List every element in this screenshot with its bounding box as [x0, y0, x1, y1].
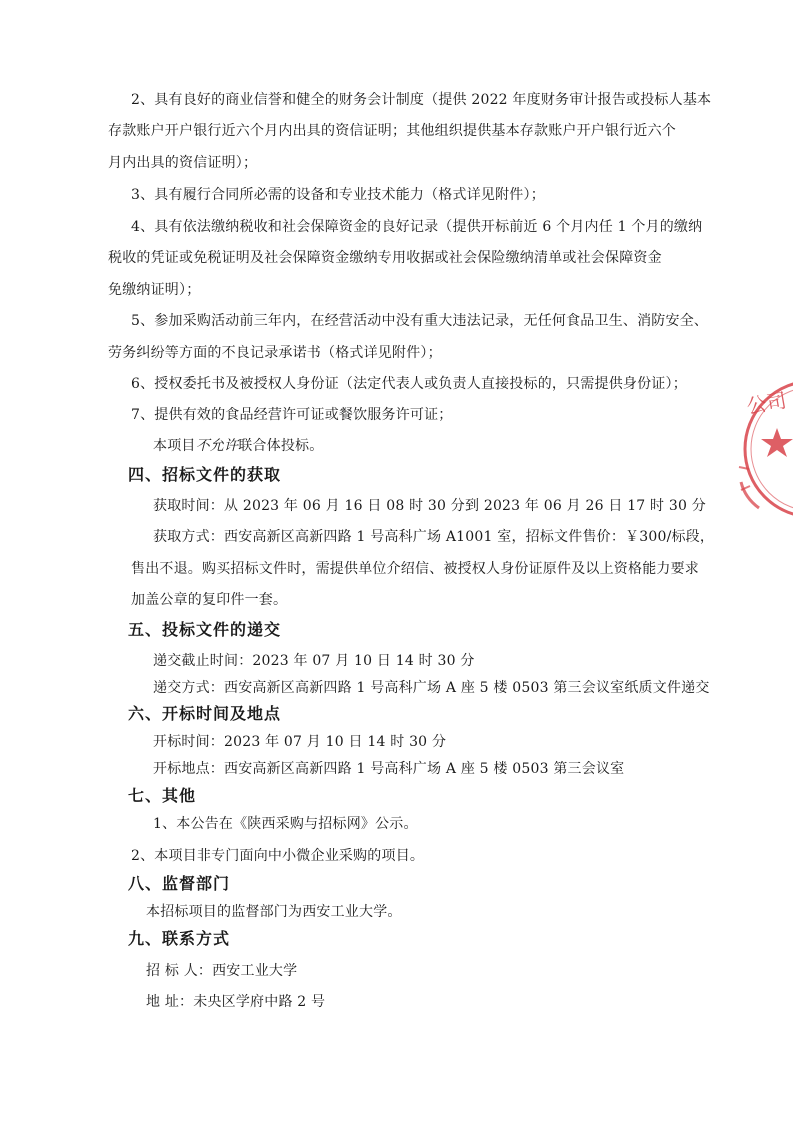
qualification-item-6: 6、授权委托书及被授权人身份证（法定代表人或负责人直接投标的，只需提供身份证）；: [131, 376, 687, 392]
qualification-item-2-line-2: 存款账户开户银行近六个月内出具的资信证明；其他组织提供基本存款账户开户银行近六个: [108, 123, 676, 139]
qualification-item-2-line-3: 月内出具的资信证明）；: [108, 155, 258, 171]
seal-star-icon: [761, 428, 793, 457]
section-5-method: 递交方式：西安高新区高新四路 1 号高科广场 A 座 5 楼 0503 第三会议室纸质文件递交: [153, 680, 710, 696]
section-6-heading: 六、开标时间及地点: [128, 704, 282, 723]
section-9-address: 地 址：未央区学府中路 2 号: [146, 994, 326, 1010]
consortium-note-prefix: 本项目: [153, 438, 196, 454]
section-6-open-time: 开标时间：2023 年 07 月 10 日 14 时 30 分: [153, 734, 447, 750]
qualification-item-5-line-2: 劳务纠纷等方面的不良记录承诺书（格式详见附件）；: [108, 345, 442, 361]
section-4-acquire-method-line-2: 售出不退。购买招标文件时，需提供单位介绍信、被授权人身份证原件及以上资格能力要求: [131, 561, 699, 577]
section-9-heading: 九、联系方式: [128, 929, 231, 948]
qualification-item-4-line-1: 4、具有依法缴纳税收和社会保障资金的良好记录（提供开标前近 6 个月内任 1 个月的缴纳: [131, 219, 703, 235]
section-6-open-place: 开标地点：西安高新区高新四路 1 号高科广场 A 座 5 楼 0503 第三会议室: [153, 761, 625, 777]
consortium-note: [153, 437, 323, 455]
section-4-acquire-method-line-1: 获取方式：西安高新区高新四路 1 号高科广场 A1001 室，招标文件售价：￥300/标段，: [153, 529, 715, 545]
section-8-heading: 八、监督部门: [128, 874, 231, 893]
section-5-heading: 五、投标文件的递交: [128, 620, 282, 639]
section-4-acquire-time: 获取时间：从 2023 年 06 月 16 日 08 时 30 分到 2023 年 06 月 26 日 17 时 30 分: [153, 498, 706, 514]
qualification-item-4-line-3: 免缴纳证明）；: [108, 282, 201, 298]
section-9-tenderer: 招 标 人：西安工业大学: [146, 963, 298, 979]
section-8-text: 本招标项目的监督部门为西安工业大学。: [146, 904, 402, 920]
section-4-heading: 四、招标文件的获取: [128, 465, 282, 484]
section-7-item-1: 1、本公告在《陕西采购与招标网》公示。: [153, 816, 418, 832]
qualification-item-7: 7、提供有效的食品经营许可证或餐饮服务许可证；: [131, 407, 453, 423]
qualification-item-4-line-2: 税收的凭证或免税证明及社会保障资金缴纳专用收据或社会保险缴纳清单或社会保障资金: [108, 250, 662, 266]
section-4-acquire-method-line-3: 加盖公章的复印件一套。: [131, 592, 288, 608]
section-7-heading: 七、其他: [128, 786, 197, 805]
consortium-note-emphasis: 不允许: [195, 438, 239, 454]
section-7-item-2: 2、本项目非专门面向中小微企业采购的项目。: [131, 848, 425, 864]
qualification-item-3: 3、具有履行合同所必需的设备和专业技术能力（格式详见附件）；: [131, 187, 545, 203]
qualification-item-2-line-1: 2、具有良好的商业信誉和健全的财务会计制度（提供 2022 年度财务审计报告或投标人基本: [131, 92, 712, 108]
qualification-item-5-line-1: 5、参加采购活动前三年内，在经营活动中没有重大违法记录，无任何食品卫生、消防安全、: [131, 313, 709, 329]
section-5-deadline: 递交截止时间：2023 年 07 月 10 日 14 时 30 分: [153, 653, 475, 669]
company-seal-stamp: [735, 372, 793, 527]
consortium-note-suffix: 联合体投标。: [238, 438, 324, 454]
seal-text: 公司: [744, 388, 789, 419]
